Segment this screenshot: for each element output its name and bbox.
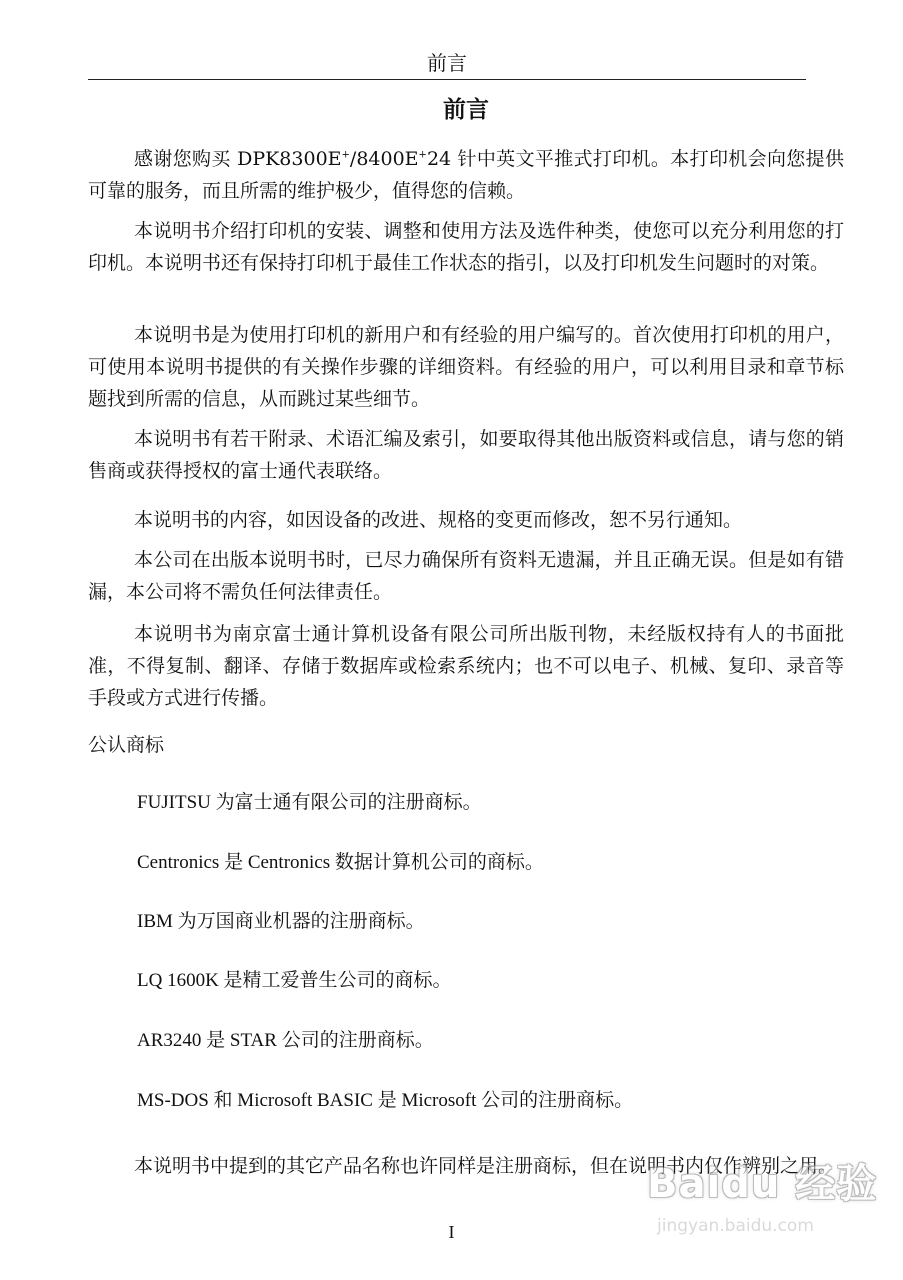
superscript-plus: + <box>341 149 350 161</box>
page-title: 前言 <box>443 96 489 123</box>
trademark-item: AR3240 是 STAR 公司的注册商标。 <box>137 1030 434 1051</box>
trademark-item: MS-DOS 和 Microsoft BASIC 是 Microsoft 公司的注册商标。 <box>137 1090 634 1111</box>
page-number: I <box>448 1222 455 1242</box>
trademark-item: IBM 为万国商业机器的注册商标。 <box>137 911 425 932</box>
trademark-item: FUJITSU 为富士通有限公司的注册商标。 <box>137 792 482 813</box>
baidu-logo-icon: Baidu 经验 <box>647 1161 878 1207</box>
running-header: 前言 <box>427 51 467 75</box>
baidu-watermark <box>647 1152 878 1248</box>
trademarks-heading: 公认商标 <box>88 734 165 756</box>
body-paragraph: 本说明书介绍打印机的安装、调整和使用方法及选件种类，使您可以充分利用您的打印机。本说明书还有保持打印机于最佳工作状态的指引，以及打印机发生问题时的对策。 <box>88 220 844 274</box>
trademark-item: LQ 1600K 是精工爱普生公司的商标。 <box>137 970 452 991</box>
header-rule <box>88 79 806 80</box>
watermark-url: jingyan.baidu.com <box>657 1216 814 1236</box>
body-paragraph: 本公司在出版本说明书时，已尽力确保所有资料无遗漏，并且正确无误。但是如有错漏，本公司将不需负任何法律责任。 <box>88 549 844 603</box>
intro-text-mid: /8400E <box>349 148 419 170</box>
intro-text-start: 感谢您购买 DPK8300E <box>134 148 342 170</box>
body-paragraph: 本说明书有若干附录、术语汇编及索引，如要取得其他出版资料或信息，请与您的销售商或获得授权的富士通代表联络。 <box>88 428 844 482</box>
trademark-item: Centronics 是 Centronics 数据计算机公司的商标。 <box>137 852 544 873</box>
body-paragraph: 本说明书为南京富士通计算机设备有限公司所出版刊物，未经版权持有人的书面批准，不得复制、翻译、存储于数据库或检索系统内；也不可以电子、机械、复印、录音等手段或方式进行传播。 <box>88 623 844 709</box>
intro-text-end: 24 针中英文平推式打印机。本打印机会向您提供可靠的服务，而且所需的维护极少，值得您的信赖。 <box>88 148 844 202</box>
trademarks-closing: 本说明书中提到的其它产品名称也许同样是注册商标，但在说明书内仅作辨别之用。 <box>134 1155 838 1177</box>
body-paragraph: 本说明书的内容，如因设备的改进、规格的变更而修改，恕不另行通知。 <box>134 509 743 531</box>
superscript-plus: + <box>418 149 427 161</box>
body-paragraph: 本说明书是为使用打印机的新用户和有经验的用户编写的。首次使用打印机的用户，可使用本说明书提供的有关操作步骤的详细资料。有经验的用户，可以利用目录和章节标题找到所需的信息，从而跳过某些细节。 <box>88 324 844 410</box>
intro-paragraph <box>88 143 844 207</box>
